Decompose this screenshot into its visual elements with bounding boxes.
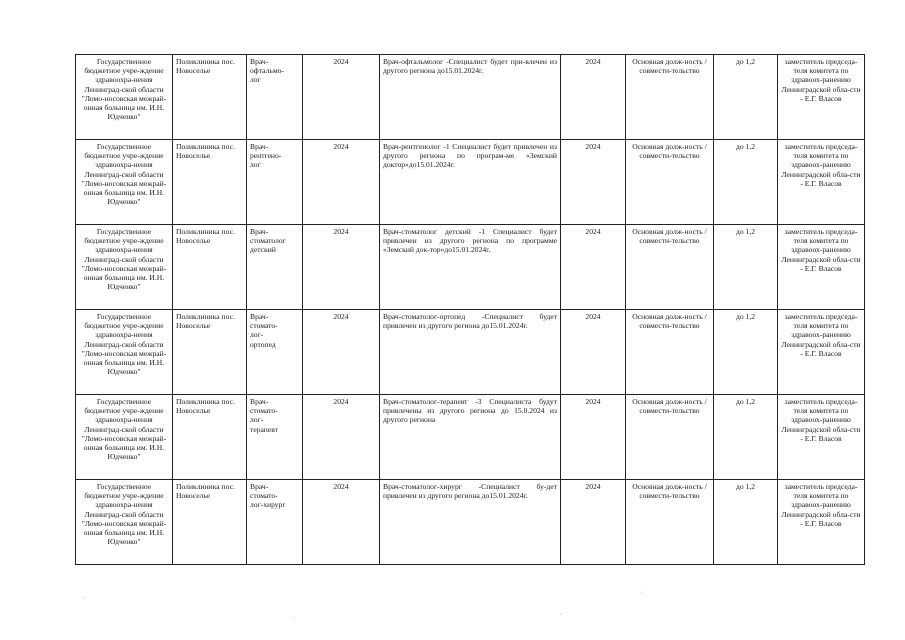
- year-cell: [561, 140, 626, 225]
- description-cell: [380, 310, 561, 395]
- organization-cell-text: Государственное бюджетное учре-ждение здравоохра-нения Ленинград-ской области "Ломо-носовская межрай-онная больница им. И.Н. Юдченко": [81, 142, 167, 207]
- table-row: [76, 395, 865, 480]
- organization-cell: [76, 225, 173, 310]
- clinic-cell-text: Поликлиника пос. Новоселье: [176, 227, 235, 246]
- description-cell: [380, 140, 561, 225]
- clinic-cell: [173, 310, 247, 395]
- responsible-person-cell: [778, 140, 865, 225]
- year-cell-text: 2024: [585, 482, 601, 491]
- year-cell-text: 2024: [585, 312, 601, 321]
- description-cell-text: Врач-стоматолог-ортопед -Специалист будет привлечен из другого региона до15.01.2024г.: [383, 312, 557, 331]
- organization-cell: [76, 140, 173, 225]
- scan-speck: ·: [640, 590, 642, 596]
- clinic-cell-text: Поликлиника пос. Новоселье: [176, 142, 235, 161]
- specialty-cell: [247, 480, 303, 565]
- specialty-cell-text: Врач- офтальмо- лог: [250, 57, 284, 85]
- year-cell-text: 2024: [333, 397, 349, 406]
- coefficient-cell: [714, 55, 778, 140]
- responsible-person-cell-text: заместитель председа-теля комитета по здравоох-ранению Ленинградской обла-сти - Е.Г. Власов: [781, 227, 861, 273]
- scan-speck: ·: [560, 612, 562, 618]
- year-cell-text: 2024: [585, 397, 601, 406]
- specialty-cell: [247, 140, 303, 225]
- table-row: [76, 55, 865, 140]
- organization-cell: [76, 310, 173, 395]
- year-cell-text: 2024: [585, 227, 601, 236]
- position-type-cell-text: Основная долж-ность / совмести-тельство: [632, 142, 707, 161]
- year-cell-text: 2024: [333, 227, 349, 236]
- responsible-person-cell: [778, 310, 865, 395]
- coefficient-cell: [714, 480, 778, 565]
- year-cell: [303, 55, 380, 140]
- table-row: [76, 225, 865, 310]
- table-row: [76, 480, 865, 565]
- specialty-cell: [247, 395, 303, 480]
- coefficient-cell-text: до 1,2: [735, 142, 756, 151]
- year-cell-text: 2024: [585, 142, 601, 151]
- responsible-person-cell: [778, 395, 865, 480]
- year-cell: [561, 480, 626, 565]
- year-cell-text: 2024: [333, 57, 349, 66]
- responsible-person-cell-text: заместитель председа-теля комитета по здравоох-ранению Ленинградской обла-сти - Е.Г. Власов: [781, 57, 861, 103]
- description-cell: [380, 395, 561, 480]
- position-type-cell-text: Основная долж-ность / совмести-тельство: [632, 397, 707, 416]
- responsible-person-cell-text: заместитель председа-теля комитета по здравоох-ранению Ленинградской обла-сти - Е.Г. Власов: [781, 397, 861, 443]
- year-cell: [303, 225, 380, 310]
- position-type-cell: [626, 55, 714, 140]
- specialty-cell-text: Врач- рентгено- лог: [250, 142, 282, 170]
- specialty-cell-text: Врач- стомато- лог-хирург: [250, 482, 286, 510]
- description-cell-text: Врач-рентгенолог -1 Специалист будет привлечен из другого региона по програм-ме «Земский доктор»до15.01.2024г.: [383, 142, 557, 170]
- description-cell: [380, 55, 561, 140]
- year-cell-text: 2024: [333, 482, 349, 491]
- organization-cell-text: Государственное бюджетное учре-ждение здравоохра-нения Ленинград-ской области "Ломо-носовская межрай-онная больница им. И.Н. Юдченко": [81, 482, 167, 547]
- coefficient-cell-text: до 1,2: [735, 397, 756, 406]
- coefficient-cell-text: до 1,2: [735, 227, 756, 236]
- position-type-cell: [626, 140, 714, 225]
- specialty-cell: [247, 55, 303, 140]
- position-type-cell: [626, 395, 714, 480]
- position-type-cell: [626, 225, 714, 310]
- year-cell: [561, 225, 626, 310]
- clinic-cell: [173, 395, 247, 480]
- clinic-cell: [173, 225, 247, 310]
- year-cell: [303, 480, 380, 565]
- organization-cell: [76, 55, 173, 140]
- clinic-cell: [173, 480, 247, 565]
- specialty-cell-text: Врач- стоматолог детский: [250, 227, 286, 255]
- position-type-cell-text: Основная долж-ность / совмести-тельство: [632, 312, 707, 331]
- specialty-cell: [247, 310, 303, 395]
- scan-speck: ·: [82, 596, 84, 602]
- year-cell: [561, 55, 626, 140]
- description-cell-text: Врач-стоматолог-хирург -Специалист бу-дет привлечен из другого региона до15.01.2024г.: [383, 482, 557, 501]
- responsible-person-cell: [778, 480, 865, 565]
- description-cell: [380, 480, 561, 565]
- responsible-person-cell-text: заместитель председа-теля комитета по здравоох-ранению Ленинградской обла-сти - Е.Г. Власов: [781, 142, 861, 188]
- clinic-cell-text: Поликлиника пос. Новоселье: [176, 312, 235, 331]
- coefficient-cell-text: до 1,2: [735, 312, 756, 321]
- position-type-cell: [626, 310, 714, 395]
- coefficient-cell: [714, 310, 778, 395]
- coefficient-cell-text: до 1,2: [735, 57, 756, 66]
- clinic-cell-text: Поликлиника пос. Новоселье: [176, 397, 235, 416]
- organization-cell-text: Государственное бюджетное учре-ждение здравоохра-нения Ленинград-ской области "Ломо-носовская межрай-онная больница им. И.Н. Юдченко": [81, 227, 167, 292]
- clinic-cell-text: Поликлиника пос. Новоселье: [176, 482, 235, 501]
- specialty-cell: [247, 225, 303, 310]
- table-row: [76, 310, 865, 395]
- clinic-cell: [173, 140, 247, 225]
- organization-cell-text: Государственное бюджетное учре-ждение здравоохра-нения Ленинград-ской области "Ломо-носовская межрай-онная больница им. И.Н. Юдченко": [81, 57, 167, 122]
- organization-cell-text: Государственное бюджетное учре-ждение здравоохра-нения Ленинград-ской области "Ломо-носовская межрай-онная больница им. И.Н. Юдченко": [81, 312, 167, 377]
- table-row: [76, 140, 865, 225]
- clinic-cell-text: Поликлиника пос. Новоселье: [176, 57, 235, 76]
- year-cell-text: 2024: [585, 57, 601, 66]
- position-type-cell-text: Основная долж-ность / совмести-тельство: [632, 57, 707, 76]
- organization-cell-text: Государственное бюджетное учре-ждение здравоохра-нения Ленинград-ской области "Ломо-носовская межрай-онная больница им. И.Н. Юдченко": [81, 397, 167, 462]
- specialty-cell-text: Врач- стомато- лог- ортопед: [250, 312, 278, 349]
- description-cell-text: Врач-офтальмолог -Специалист будет при-влечен из другого региона до15.01.2024г.: [383, 57, 557, 76]
- year-cell: [303, 140, 380, 225]
- coefficient-cell: [714, 395, 778, 480]
- scan-speck: ·: [293, 616, 295, 622]
- year-cell: [303, 395, 380, 480]
- specialty-cell-text: Врач- стомато- лог- терапевт: [250, 397, 278, 434]
- description-cell-text: Врач-стоматолог детский -1 Специалист будет привлечен из другого региона по программе «Земский док-тор»до15.01.2024г.: [383, 227, 557, 255]
- year-cell: [303, 310, 380, 395]
- coefficient-cell-text: до 1,2: [735, 482, 756, 491]
- coefficient-cell: [714, 140, 778, 225]
- table-body: [76, 55, 865, 565]
- organization-cell: [76, 395, 173, 480]
- staffing-table: [75, 54, 865, 565]
- year-cell-text: 2024: [333, 312, 349, 321]
- description-cell: [380, 225, 561, 310]
- year-cell: [561, 395, 626, 480]
- responsible-person-cell-text: заместитель председа-теля комитета по здравоох-ранению Ленинградской обла-сти - Е.Г. Власов: [781, 312, 861, 358]
- responsible-person-cell: [778, 55, 865, 140]
- organization-cell: [76, 480, 173, 565]
- clinic-cell: [173, 55, 247, 140]
- responsible-person-cell: [778, 225, 865, 310]
- responsible-person-cell-text: заместитель председа-теля комитета по здравоох-ранению Ленинградской обла-сти - Е.Г. Власов: [781, 482, 861, 528]
- year-cell: [561, 310, 626, 395]
- year-cell-text: 2024: [333, 142, 349, 151]
- position-type-cell: [626, 480, 714, 565]
- description-cell-text: Врач-стоматолог-терапевт -3 Специалиста будут привлечены из другого региона до 15.0.2024 из другого региона: [383, 397, 557, 425]
- position-type-cell-text: Основная долж-ность / совмести-тельство: [632, 227, 707, 246]
- position-type-cell-text: Основная долж-ность / совмести-тельство: [632, 482, 707, 501]
- coefficient-cell: [714, 225, 778, 310]
